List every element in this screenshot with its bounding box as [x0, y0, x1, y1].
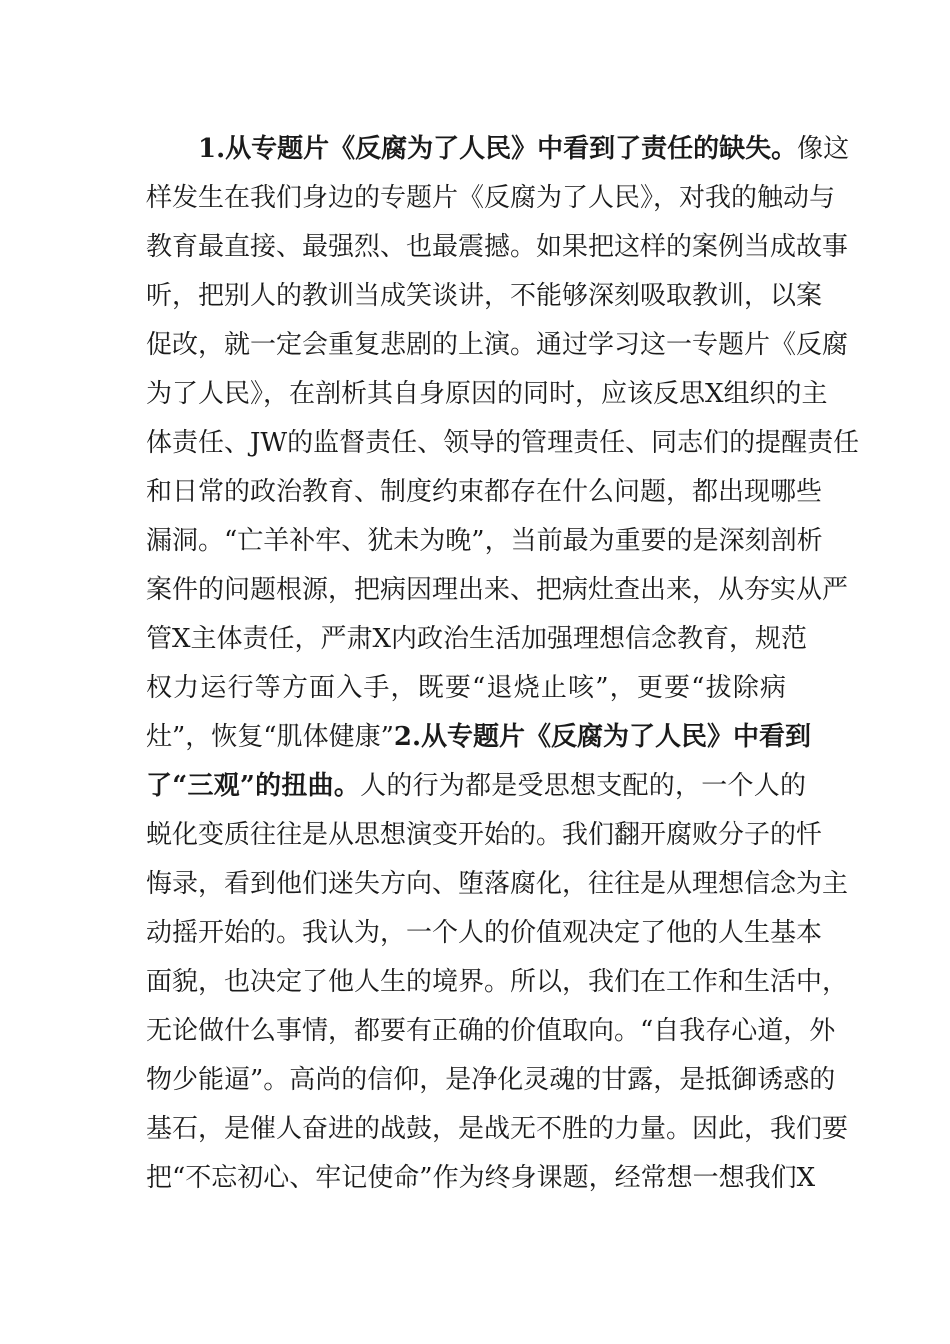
text-line: [146, 670, 786, 706]
body-text: 像这: [797, 134, 850, 164]
body-text: 蜕化变质往往是从思想演变开始的。我们翻开腐败分子的忏: [146, 820, 823, 850]
text-line: [146, 523, 823, 559]
text-line: [146, 1013, 836, 1049]
body-text: 基石，是催人奋进的战鼓，是战无不胜的力量。因此，我们要: [146, 1114, 849, 1144]
text-line: [146, 278, 823, 314]
body-text: 案件的问题根源，把病因理出来、把病灶查出来，从夯实从严: [146, 575, 849, 605]
text-line: [146, 817, 823, 853]
text-line: [146, 1062, 836, 1098]
body-text: 无论做什么事情，都要有正确的价值取向。“自我存心道，外: [146, 1016, 836, 1046]
body-text: 为了人民》，在剖析其自身原因的同时，应该反思X组织的主: [146, 379, 828, 409]
bold-heading: 1.从专题片《反腐为了人民》中看到了责任的缺失。: [198, 134, 798, 164]
text-line: [146, 719, 812, 755]
bold-heading: 了“三观”的扭曲。: [146, 771, 361, 801]
body-text: 样发生在我们身边的专题片《反腐为了人民》，对我的触动与: [146, 183, 836, 213]
text-line: [146, 572, 849, 608]
text-line: [146, 1160, 816, 1196]
text-line: [146, 964, 849, 1000]
text-line: [146, 180, 836, 216]
text-line: [146, 425, 860, 461]
text-line: [146, 229, 849, 265]
body-text: 管X主体责任，严肃X内政治生活加强理想信念教育，规范: [146, 624, 808, 654]
body-text: 听，把别人的教训当成笑谈讲，不能够深刻吸取教训，以案: [146, 281, 823, 311]
body-text: 人的行为都是受思想支配的，一个人的: [360, 771, 806, 801]
text-line: [146, 474, 823, 510]
text-line: [146, 376, 828, 412]
body-text: 促改，就一定会重复悲剧的上演。通过学习这一专题片《反腐: [146, 330, 849, 360]
bold-heading: 2.从专题片《反腐为了人民》中看到: [393, 722, 812, 752]
text-line: [146, 768, 806, 804]
body-text: 灶”，恢复“肌体健康”: [146, 722, 394, 752]
body-text: 漏洞。“亡羊补牢、犹未为晚”，当前最为重要的是深刻剖析: [146, 526, 823, 556]
body-text: 把“不忘初心、牢记使命”作为终身课题，经常想一想我们X: [146, 1163, 816, 1193]
text-line: [146, 915, 823, 951]
text-line: [198, 131, 850, 167]
body-text: 教育最直接、最强烈、也最震撼。如果把这样的案例当成故事: [146, 232, 849, 262]
text-line: [146, 1111, 849, 1147]
text-line: [146, 866, 849, 902]
text-line: [146, 327, 849, 363]
body-text: 悔录，看到他们迷失方向、堕落腐化，往往是从理想信念为主: [146, 869, 849, 899]
body-text: 面貌，也决定了他人生的境界。所以，我们在工作和生活中，: [146, 967, 849, 997]
body-text: 和日常的政治教育、制度约束都存在什么问题，都出现哪些: [146, 477, 823, 507]
body-text: 物少能逼”。高尚的信仰，是净化灵魂的甘露，是抵御诱惑的: [146, 1065, 836, 1095]
body-text: 权力运行等方面入手，既要“退烧止咳”，更要“拔除病: [146, 673, 786, 703]
text-line: [146, 621, 806, 657]
body-text: 动摇开始的。我认为，一个人的价值观决定了他的人生基本: [146, 918, 823, 948]
body-text: 体责任、JW的监督责任、领导的管理责任、同志们的提醒责任: [146, 428, 860, 458]
